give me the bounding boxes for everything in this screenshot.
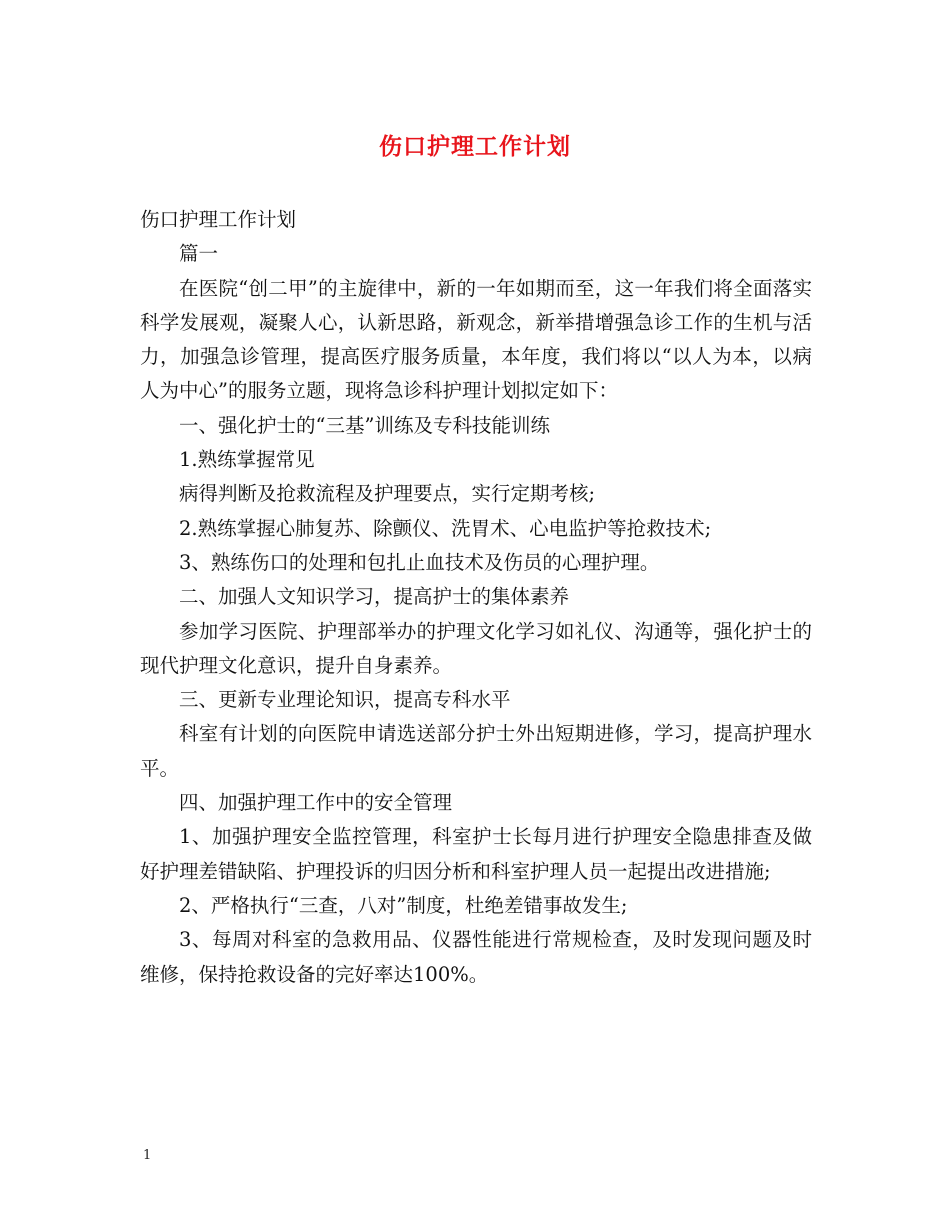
paragraph: 四、加强护理工作中的安全管理: [179, 791, 453, 815]
paragraph: 参加学习医院、护理部举办的护理文化学习如礼仪、沟通等，强化护士的现代护理文化意识，提升自身素养。: [140, 619, 812, 677]
paragraph: 1.熟练掌握常见: [179, 448, 315, 472]
paragraph: 3、每周对科室的急救用品、仪器性能进行常规检查，及时发现问题及时维修，保持抢救设备的完好率达100%。: [140, 928, 812, 986]
document-title: 伤口护理工作计划: [379, 133, 571, 160]
paragraph: 三、更新专业理论知识，提高专科水平: [179, 688, 511, 712]
paragraph: 病得判断及抢救流程及护理要点，实行定期考核;: [179, 482, 596, 506]
paragraph: 在医院“创二甲”的主旋律中，新的一年如期而至，这一年我们将全面落实科学发展观，凝聚人心，认新思路，新观念，新举措增强急诊工作的生机与活力，加强急诊管理，提高医疗服务质量，本年度，我们将以“以人为本，以病人为中心”的服务立题，现将急诊科护理计划拟定如下：: [140, 276, 812, 403]
paragraph: 伤口护理工作计划: [140, 208, 297, 231]
paragraph: 一、强化护士的“三基”训练及专科技能训练: [179, 413, 550, 437]
paragraph: 科室有计划的向医院申请选送部分护士外出短期进修，学习，提高护理水平。: [140, 722, 812, 780]
paragraph: 2.熟练掌握心肺复苏、除颤仪、洗胃术、心电监护等抢救技术;: [179, 516, 712, 540]
paragraph: 3、熟练伤口的处理和包扎止血技术及伤员的心理护理。: [179, 550, 660, 574]
document-body: [140, 203, 812, 992]
paragraph: 二、加强人文知识学习，提高护士的集体素养: [179, 585, 570, 609]
paragraph: 2、严格执行“三查，八对”制度，杜绝差错事故发生;: [179, 893, 628, 917]
paragraph: 篇一: [179, 242, 219, 266]
paragraph: 1、加强护理安全监控管理，科室护士长每月进行护理安全隐患排查及做好护理差错缺陷、护理投诉的归因分析和科室护理人员一起提出改进措施;: [140, 825, 812, 883]
page-number: 1: [143, 1148, 152, 1163]
